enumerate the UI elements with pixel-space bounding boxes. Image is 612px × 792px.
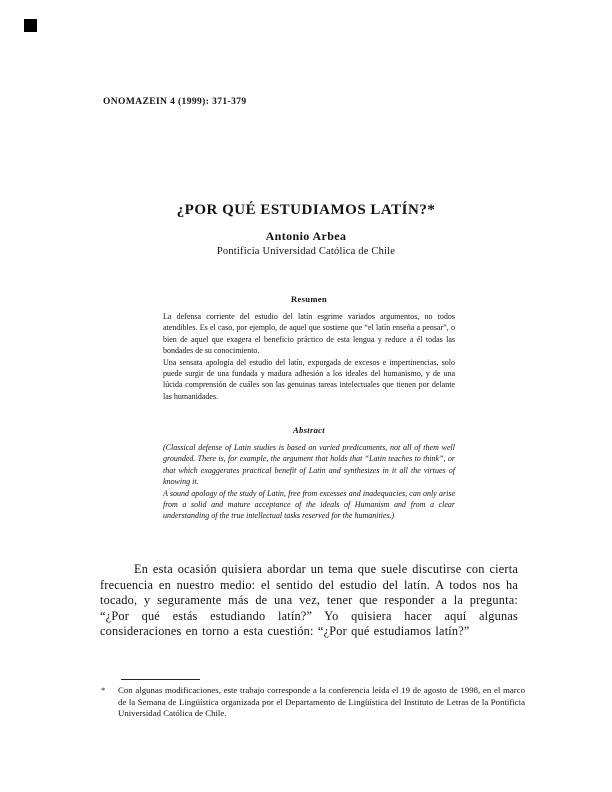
resumen-paragraph-1: La defensa corriente del estudio del latín esgrime variados argumentos, no todos atendibles. Es el caso, por ejemplo, de aquel que sostiene que “el latín enseña a pensar”, o bien de aquel que exagera el beneficio práctico de esta lengua y reduce a él todas las bondades de su conocimiento. — [163, 312, 455, 356]
author-name: Antonio Arbea — [265, 229, 347, 243]
footnote — [101, 685, 525, 720]
author-affiliation: Pontificia Universidad Católica de Chile — [216, 246, 396, 257]
resumen-paragraph-2: Una sensata apología del estudio del latín, expurgada de excesos e impertinencias, solo puede surgir de una fundada y madura adhesión a los ideales del humanismo, y de una lúcida comprensión de cuáles son las genuinas tareas intelectuales que tienen por delante las humanidades. — [163, 357, 455, 401]
resumen-section — [163, 294, 455, 402]
abstract-heading: Abstract — [292, 425, 325, 435]
title-block — [96, 201, 516, 219]
body-paragraph: En esta ocasión quisiera abordar un tema que suele discutirse con cierta frecuencia en nuestro medio: el sentido del estudio del latín. A todos nos ha tocado, y seguramente más de una vez, tener que responder a la pregunta: “¿Por qué estás estudiando latín?” Yo quisiera hacer aquí algunas consideraciones en torno a esta cuestión: “¿Por qué estudiamos latín?” — [100, 562, 518, 639]
scan-corner-mark — [24, 19, 37, 32]
article-title: ¿POR QUÉ ESTUDIAMOS LATÍN?* — [176, 202, 436, 218]
abstract-paragraph-1: (Classical defense of Latin studies is based on varied predicaments, not all of them well grounded. There is, for example, the argument that holds that “Latin teaches to think”, or that which exaggerates practical benefit of Latin and synthesizes in it all the virtues of knowing it. — [163, 443, 455, 487]
footnote-marker: * — [101, 685, 106, 695]
footnote-text: Con algunas modificaciones, este trabajo corresponde a la conferencia leída el 19 de agosto de 1998, en el marco de la Semana de Lingüística organizada por el Departamento de Lingüística del Instituto de Letras de la Pontificia Universidad Católica de Chile. — [118, 685, 525, 718]
resumen-heading: Resumen — [291, 294, 327, 304]
footnote-divider — [121, 679, 200, 680]
abstract-section — [163, 425, 455, 522]
abstract-paragraph-2: A sound apology of the study of Latin, free from excesses and inadequacies, can only arise from a solid and mature acceptance of the ideals of Humanism and from a clear understanding of the true intellectual tasks reserved for the humanities.) — [163, 488, 455, 521]
journal-header: ONOMAZEIN 4 (1999): 371-379 — [103, 97, 247, 107]
